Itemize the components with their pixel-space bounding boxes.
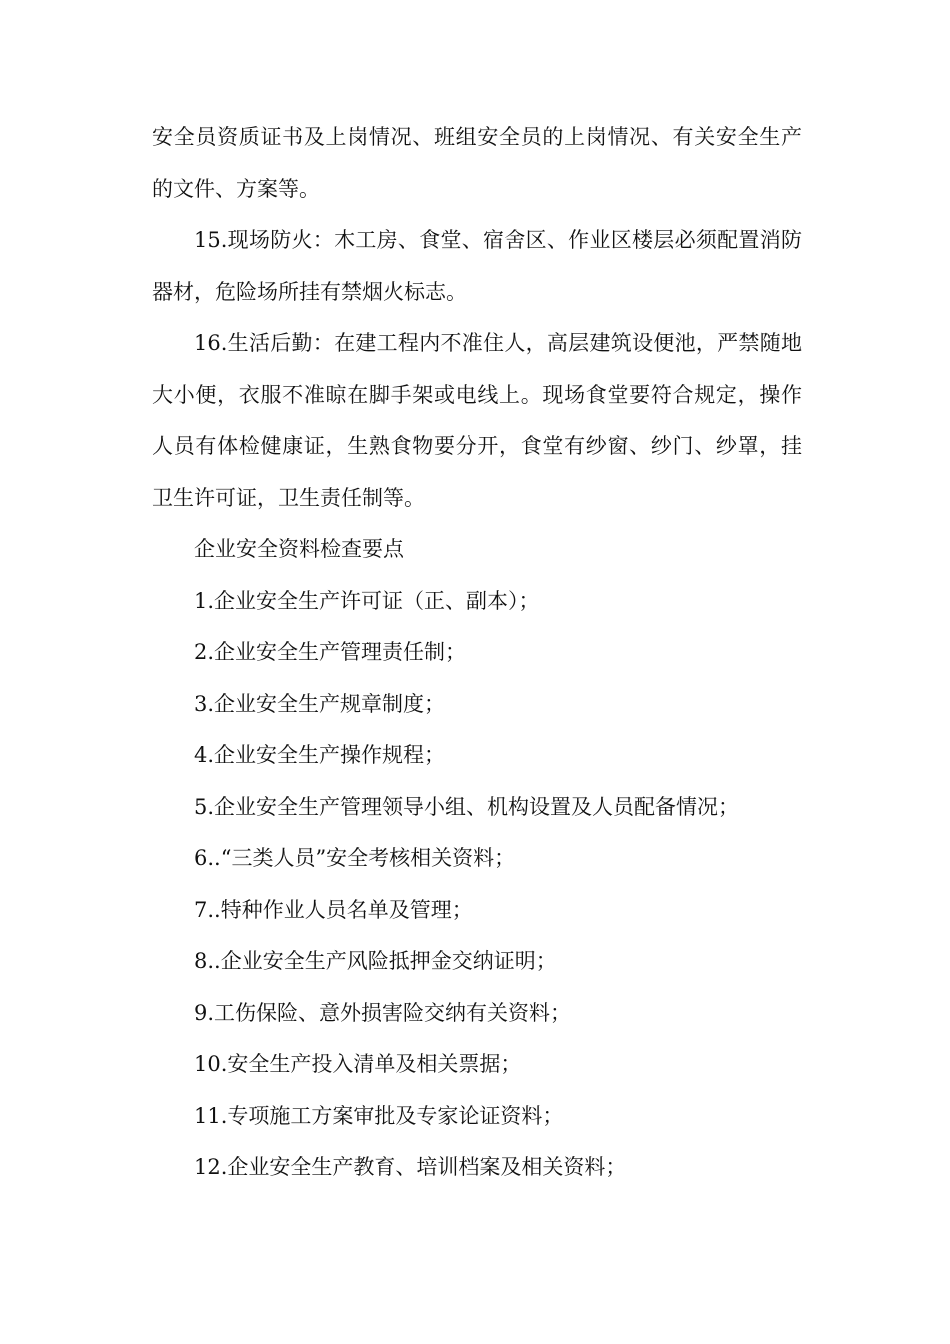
list-item-6: 6..“三类人员”安全考核相关资料； xyxy=(194,846,516,870)
paragraph-item-15: 15.现场防火：木工房、食堂、宿舍区、作业区楼层必须配置消防器材，危险场所挂有禁烟火标志。 xyxy=(152,228,802,304)
list-item-3: 3.企业安全生产规章制度； xyxy=(194,691,446,716)
paragraph-item-16: 16.生活后勤：在建工程内不准住人，高层建筑设便池，严禁随地大小便，衣服不准晾在脚手架或电线上。现场食堂要符合规定，操作人员有体检健康证，生熟食物要分开，食堂有纱窗、纱门、纱罩，挂卫生许可证，卫生责任制等。 xyxy=(152,331,802,510)
list-item-12: 12.企业安全生产教育、培训档案及相关资料； xyxy=(194,1155,627,1179)
list-item-10: 10.安全生产投入清单及相关票据； xyxy=(194,1052,522,1076)
list-item-9: 9.工伤保险、意外损害险交纳有关资料； xyxy=(194,1000,572,1025)
document-body xyxy=(152,112,802,1194)
list-item-8: 8..企业安全生产风险抵押金交纳证明； xyxy=(194,949,557,973)
list-item-11: 11.专项施工方案审批及专家论证资料； xyxy=(194,1103,564,1128)
list-item-2: 2.企业安全生产管理责任制； xyxy=(194,640,467,664)
list-item-5: 5.企业安全生产管理领导小组、机构设置及人员配备情况； xyxy=(194,794,740,819)
list-item-1: 1.企业安全生产许可证（正、副本）； xyxy=(194,588,540,613)
list-item-4: 4.企业安全生产操作规程； xyxy=(194,743,446,767)
section-heading: 企业安全资料检查要点 xyxy=(194,537,404,561)
list-item-7: 7..特种作业人员名单及管理； xyxy=(194,897,473,922)
paragraph-continuation: 安全员资质证书及上岗情况、班组安全员的上岗情况、有关安全生产的文件、方案等。 xyxy=(152,125,802,201)
